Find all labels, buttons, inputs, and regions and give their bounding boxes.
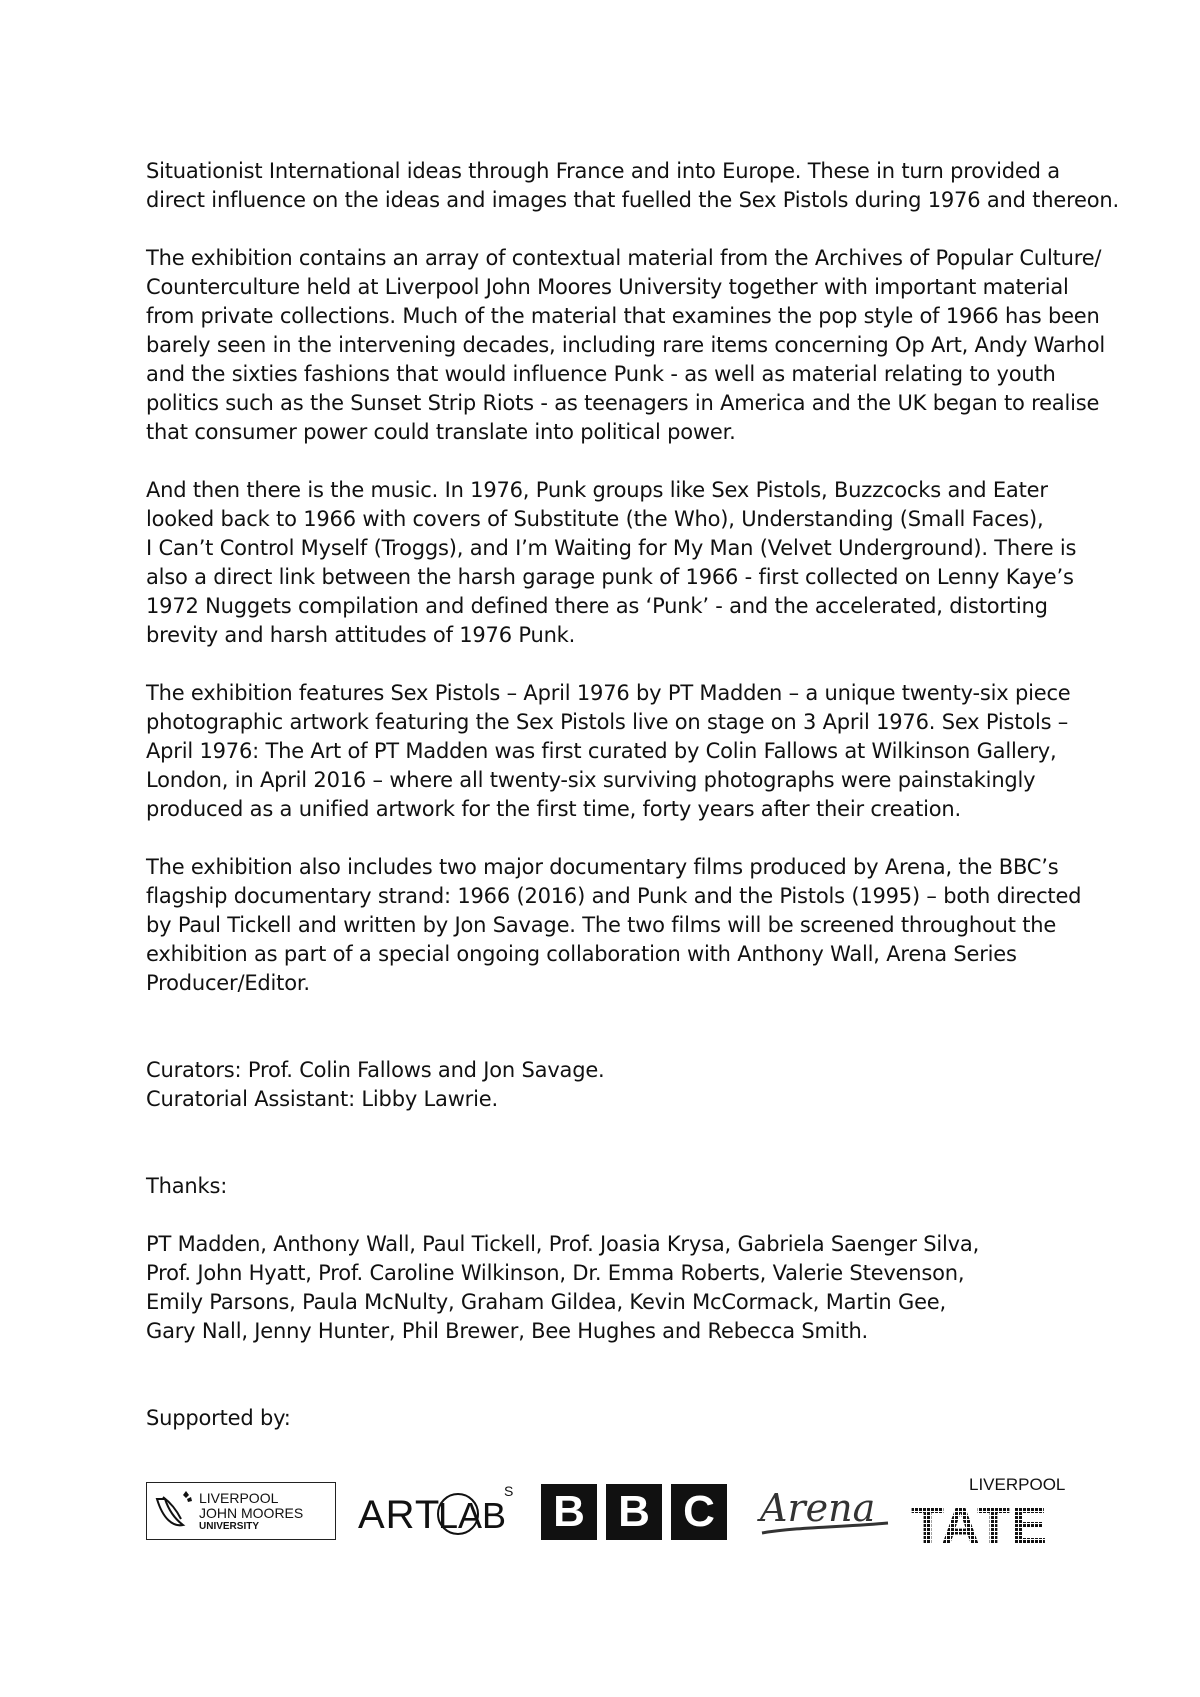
thanks-line: Emily Parsons, Paula McNulty, Graham Gildea, Kevin McCormack, Martin Gee, — [146, 1290, 946, 1314]
tate-liverpool-text: LIVERPOOL — [969, 1475, 1066, 1494]
text-line: 1972 Nuggets compilation and defined there as ‘Punk’ - and the accelerated, distorting — [146, 594, 1048, 618]
text-line: from private collections. Much of the material that examines the pop style of 1966 has been — [146, 304, 1100, 328]
art-labs-superscript: S — [504, 1483, 514, 1499]
text-line: also a direct link between the harsh garage punk of 1966 - first collected on Lenny Kaye’s — [146, 565, 1074, 589]
art-labs-text-lab: LAB — [438, 1495, 507, 1536]
ljmu-line-2: JOHN MOORES — [199, 1505, 304, 1521]
text-line: brevity and harsh attitudes of 1976 Punk. — [146, 623, 576, 647]
paragraph-situationist — [146, 157, 1119, 215]
supported-by-text: Supported by: — [146, 1406, 291, 1430]
thanks-heading — [146, 1172, 1086, 1201]
sponsor-logos — [146, 1472, 1076, 1552]
arena-wordmark: Arena — [760, 1486, 876, 1530]
text-line: produced as a unified artwork for the first time, forty years after their creation. — [146, 797, 961, 821]
text-line: And then there is the music. In 1976, Punk groups like Sex Pistols, Buzzcocks and Eater — [146, 478, 1048, 502]
tate-wordmark: TATE — [911, 1496, 1048, 1552]
tate-liverpool-logo — [911, 1472, 1081, 1552]
bbc-letter-b2: B — [606, 1484, 662, 1540]
text-line: Counterculture held at Liverpool John Moores University together with important material — [146, 275, 1069, 299]
arena-logo — [756, 1477, 896, 1547]
paragraph-pt-madden — [146, 679, 1086, 824]
text-line: Producer/Editor. — [146, 971, 310, 995]
text-line: looked back to 1966 with covers of Substitute (the Who), Understanding (Small Faces), — [146, 507, 1044, 531]
text-line: The exhibition also includes two major documentary films produced by Arena, the BBC’s — [146, 855, 1059, 879]
curators-credits — [146, 1056, 1086, 1114]
text-line: photographic artwork featuring the Sex Pistols live on stage on 3 April 1976. Sex Pistols – — [146, 710, 1069, 734]
supported-by-heading — [146, 1404, 1086, 1433]
paragraph-documentary-films — [146, 853, 1086, 998]
text-line: The exhibition features Sex Pistols – April 1976 by PT Madden – a unique twenty-six piece — [146, 681, 1071, 705]
text-line: London, in April 2016 – where all twenty-six surviving photographs were painstakingly — [146, 768, 1036, 792]
art-labs-text-art: ART — [358, 1493, 441, 1537]
ljmu-line-1: LIVERPOOL — [199, 1490, 279, 1506]
paragraph-music — [146, 476, 1086, 650]
text-line: I Can’t Control Myself (Troggs), and I’m Waiting for My Man (Velvet Underground). There is — [146, 536, 1077, 560]
thanks-heading-text: Thanks: — [146, 1174, 228, 1198]
text-line: that consumer power could translate into political power. — [146, 420, 736, 444]
thanks-line: Prof. John Hyatt, Prof. Caroline Wilkinson, Dr. Emma Roberts, Valerie Stevenson, — [146, 1261, 965, 1285]
thanks-line: Gary Nall, Jenny Hunter, Phil Brewer, Bee Hughes and Rebecca Smith. — [146, 1319, 869, 1343]
text-line: by Paul Tickell and written by Jon Savage. The two films will be screened throughout the — [146, 913, 1057, 937]
thanks-list — [146, 1230, 1086, 1346]
document-body — [146, 157, 1119, 1433]
bbc-letter-c: C — [671, 1484, 727, 1540]
thanks-line: PT Madden, Anthony Wall, Paul Tickell, Prof. Joasia Krysa, Gabriela Saenger Silva, — [146, 1232, 980, 1256]
art-labs-logo — [358, 1472, 518, 1552]
curatorial-assistant-line: Curatorial Assistant: Libby Lawrie. — [146, 1087, 498, 1111]
text-line: politics such as the Sunset Strip Riots - as teenagers in America and the UK began to realise — [146, 391, 1100, 415]
text-line: exhibition as part of a special ongoing collaboration with Anthony Wall, Arena Series — [146, 942, 1017, 966]
ljmu-logo — [146, 1482, 336, 1540]
bbc-letter-b1: B — [541, 1484, 597, 1540]
curators-line: Curators: Prof. Colin Fallows and Jon Savage. — [146, 1058, 605, 1082]
text-line: direct influence on the ideas and images that fuelled the Sex Pistols during 1976 and thereon. — [146, 188, 1119, 212]
text-line: Situationist International ideas through France and into Europe. These in turn provided a — [146, 159, 1060, 183]
ljmu-crest-icon — [153, 1489, 197, 1533]
text-line: The exhibition contains an array of contextual material from the Archives of Popular Culture/ — [146, 246, 1102, 270]
paragraph-exhibition-material — [146, 244, 1106, 447]
ljmu-line-3: UNIVERSITY — [199, 1521, 260, 1532]
text-line: and the sixties fashions that would influence Punk - as well as material relating to youth — [146, 362, 1056, 386]
text-line: April 1976: The Art of PT Madden was first curated by Colin Fallows at Wilkinson Gallery, — [146, 739, 1057, 763]
text-line: flagship documentary strand: 1966 (2016) and Punk and the Pistols (1995) – both directed — [146, 884, 1082, 908]
bbc-logo — [541, 1484, 731, 1540]
text-line: barely seen in the intervening decades, including rare items concerning Op Art, Andy Warhol — [146, 333, 1106, 357]
